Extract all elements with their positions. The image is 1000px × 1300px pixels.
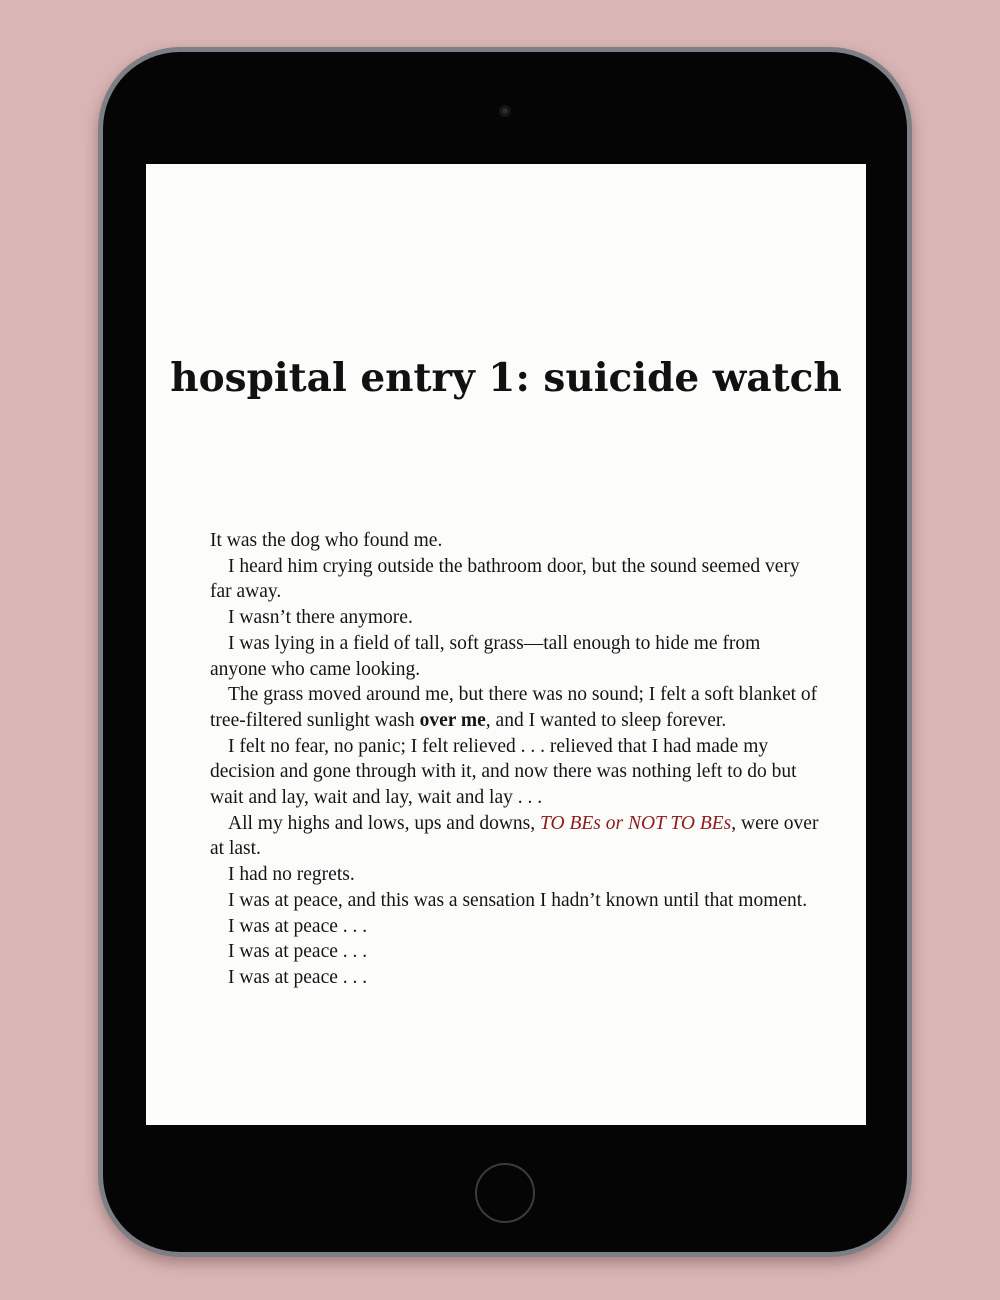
bold-emphasis: over me — [419, 709, 486, 731]
chapter-title: hospital entry 1: suicide watch — [170, 355, 842, 401]
paragraph: I was lying in a field of tall, soft grass—tall enough to hide me from anyone who came looking. — [210, 632, 761, 680]
paragraph: I was at peace . . . — [228, 966, 368, 988]
paragraph: I felt no fear, no panic; I felt relieved . . . relieved that I had made my decision and gone through with it, and now there was nothing left to do but wait and lay, wait and lay, wait and lay . . . — [210, 735, 797, 809]
paragraph — [210, 682, 820, 733]
paragraph: It was the dog who found me. — [210, 530, 443, 551]
camera-icon — [499, 105, 511, 117]
chapter-body — [210, 528, 820, 991]
tablet-device — [98, 47, 912, 1257]
paragraph: I was at peace, and this was a sensation I hadn’t known until that moment. — [228, 889, 808, 911]
paragraph-text: The grass moved around me, but there was no sound; I felt a soft blanket of tree-filtered sunlight wash — [210, 684, 818, 731]
paragraph-text: , were over at last. — [210, 812, 819, 860]
paragraph — [210, 811, 820, 862]
red-italic-emphasis: TO BEs or NOT TO BEs — [540, 812, 732, 834]
home-button-icon[interactable] — [475, 1163, 535, 1223]
paragraph: I wasn’t there anymore. — [228, 607, 413, 629]
paragraph: I was at peace . . . — [228, 941, 368, 963]
paragraph: I was at peace . . . — [228, 915, 368, 937]
paragraph-text: , and I wanted to sleep forever. — [485, 709, 727, 731]
paragraph: I had no regrets. — [228, 864, 355, 886]
paragraph: I heard him crying outside the bathroom door, but the sound seemed very far away. — [210, 555, 800, 603]
ebook-page[interactable] — [146, 164, 866, 1125]
tablet-bezel — [103, 52, 907, 1252]
paragraph-text: All my highs and lows, ups and downs, — [228, 812, 540, 834]
